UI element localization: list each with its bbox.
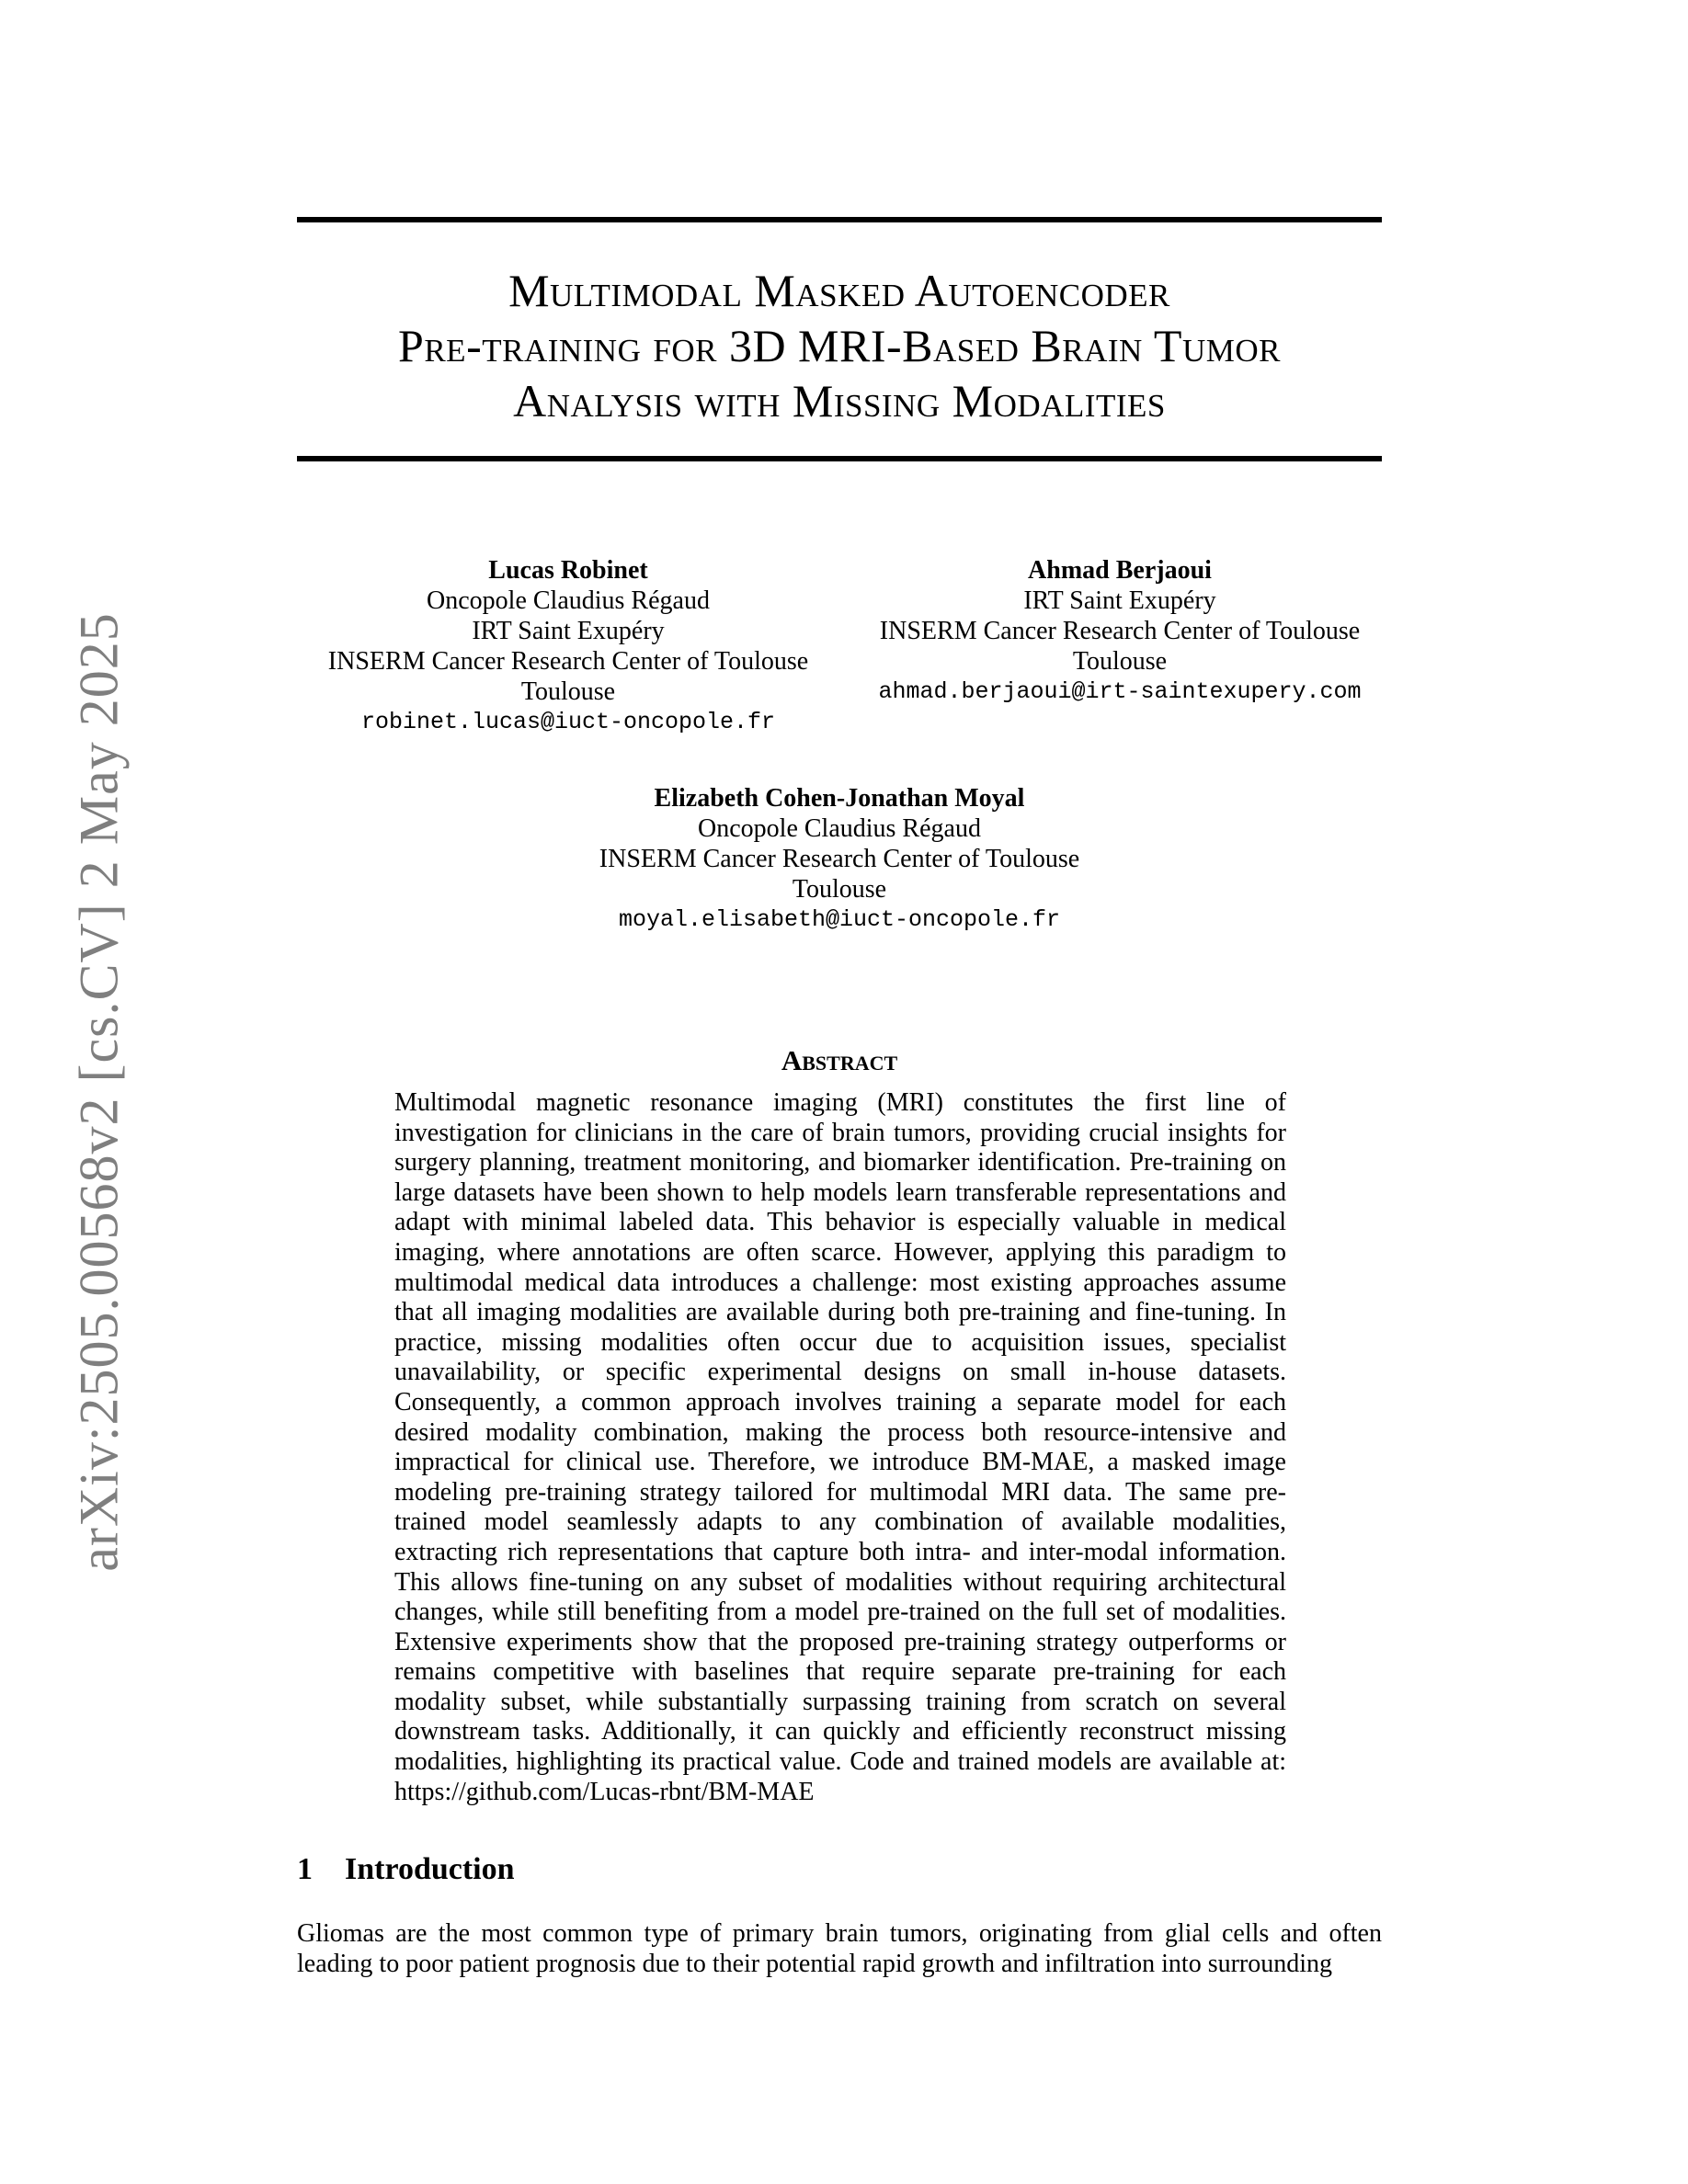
section-number: 1: [297, 1852, 313, 1886]
abstract-heading: Abstract: [781, 1044, 898, 1076]
author-name: Lucas Robinet: [488, 556, 648, 585]
section-title: Introduction: [345, 1852, 515, 1886]
introduction-text: Gliomas are the most common type of primary brain tumors, originating from glial cells and often leading to poor patient prognosis due to their potential rapid growth and infiltration into surrounding: [297, 1919, 1382, 1978]
arxiv-identifier-stamp: arXiv:2505.00568v2 [cs.CV] 2 May 2025: [68, 612, 130, 1572]
title-line-2: Pre-training for 3D MRI-Based Brain Tumor: [398, 320, 1281, 371]
title-line-3: Analysis with Missing Modalities: [513, 375, 1166, 427]
author-affiliation: Oncopole Claudius Régaud: [427, 586, 710, 615]
author-block-robinet: [297, 555, 839, 737]
author-affiliation: INSERM Cancer Research Center of Toulouse: [599, 845, 1080, 873]
author-email[interactable]: ahmad.berjaoui@irt-saintexupery.com: [878, 678, 1362, 705]
author-affiliation: IRT Saint Exupéry: [472, 617, 665, 645]
abstract-text: Multimodal magnetic resonance imaging (MRI) constitutes the first line of investigation for clinicians in the care of brain tumors, providing crucial insights for surgery planning, treatment monitoring, and biomarker identification. Pre-training on large datasets have been shown to help models learn transferable representations and adapt with minimal labeled data. This behavior is especially valuable in medical imaging, where annotations are often scarce. However, applying this paradigm to multimodal medical data introduces a challenge: most existing approaches assume that all imaging modalities are available during both pre-training and fine-tuning. In practice, missing modalities often occur due to acquisition issues, specialist unavailability, or specific experimental designs on small in-house datasets. Consequently, a common approach involves training a separate model for each desired modality combination, making the process both resource-intensive and impractical for clinical use. Therefore, we introduce BM-MAE, a masked image modeling pre-training strategy tailored for multimodal MRI data. The same pre-trained model seamlessly adapts to any combination of available modalities, extracting rich representations that capture both intra- and inter-modal information. This allows fine-tuning on any subset of modalities without requiring architectural changes, while still benefiting from a model pre-trained on the full set of modalities. Extensive experiments show that the proposed pre-training strategy outperforms or remains competitive with baselines that require separate pre-training for each modality subset, while substantially surpassing training from scratch on several downstream tasks. Additionally, it can quickly and efficiently reconstruct missing modalities, highlighting its practical value. Code and trained models are available at: https://github.com/Lucas-rbnt/BM-MAE: [394, 1088, 1286, 1806]
author-email[interactable]: robinet.lucas@iuct-oncopole.fr: [360, 709, 776, 735]
author-name: Elizabeth Cohen-Jonathan Moyal: [654, 784, 1025, 813]
author-email[interactable]: moyal.elisabeth@iuct-oncopole.fr: [618, 906, 1061, 933]
author-name: Ahmad Berjaoui: [1028, 556, 1212, 585]
author-affiliation: Toulouse: [792, 875, 887, 904]
author-affiliation: Oncopole Claudius Régaud: [698, 814, 981, 843]
author-block-berjaoui: [849, 555, 1391, 707]
title-line-1: Multimodal Masked Autoencoder: [508, 265, 1170, 316]
section-heading-introduction: [297, 1851, 515, 1888]
author-affiliation: Toulouse: [1072, 647, 1168, 676]
author-block-moyal: [564, 783, 1115, 935]
author-affiliation: IRT Saint Exupéry: [1023, 586, 1216, 615]
author-affiliation: Toulouse: [520, 677, 616, 706]
title-rule-bottom: [297, 456, 1382, 461]
author-affiliation: INSERM Cancer Research Center of Toulouse: [879, 617, 1361, 645]
author-affiliation: INSERM Cancer Research Center of Toulouse: [327, 647, 809, 676]
title-rule-top: [297, 217, 1382, 222]
paper-title: [297, 263, 1382, 428]
